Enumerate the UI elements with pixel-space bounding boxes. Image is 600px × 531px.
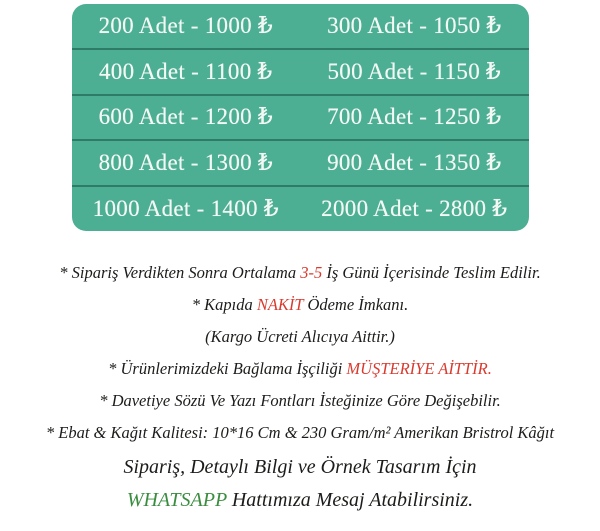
note-fonts-changeable (0, 385, 600, 417)
price-row (72, 139, 529, 185)
note-text: İş Günü İçerisinde Teslim Edilir. (322, 263, 541, 282)
footer-whatsapp-line (0, 484, 600, 517)
price-cell: 800 Adet - 1300 ₺ (98, 150, 273, 176)
note-text: * Sipariş Verdikten Sonra Ortalama (59, 263, 301, 282)
note-cash-payment (0, 289, 600, 321)
price-cell: 900 Adet - 1350 ₺ (327, 150, 502, 176)
footer-text: Sipariş, Detaylı Bilgi ve Örnek Tasarım İçin (123, 456, 477, 478)
price-cell: 2000 Adet - 2800 ₺ (321, 196, 508, 222)
note-text: Ödeme İmkanı. (303, 295, 409, 314)
price-cell: 700 Adet - 1250 ₺ (327, 104, 502, 130)
note-text: * Ürünlerimizdeki Bağlama İşçiliği (108, 359, 347, 378)
price-cell: 1000 Adet - 1400 ₺ (92, 196, 279, 222)
note-text: * Ebat & Kağıt Kalitesi: 10*16 Cm & 230 Gram/m² Amerikan Bristrol Kâğıt (45, 423, 555, 442)
note-highlight-red: MÜŞTERİYE AİTTİR. (346, 359, 492, 378)
price-cell: 400 Adet - 1100 ₺ (99, 58, 273, 84)
footer-text: Hattımıza Mesaj Atabilirsiniz. (226, 489, 474, 511)
note-shipping-fee (0, 321, 600, 353)
footer-section (0, 451, 600, 517)
note-highlight-red: 3-5 (300, 263, 323, 282)
note-text: * Kapıda (191, 295, 257, 314)
footer-contact-intro (0, 451, 600, 484)
note-size-paper-quality (0, 417, 600, 449)
whatsapp-label: WHATSAPP (126, 489, 227, 511)
price-cell: 600 Adet - 1200 ₺ (98, 104, 273, 130)
note-text: (Kargo Ücreti Alıcıya Aittir.) (205, 327, 395, 346)
note-highlight-red: NAKİT (256, 295, 304, 314)
price-row (72, 94, 529, 140)
price-cell: 300 Adet - 1050 ₺ (327, 12, 502, 38)
price-table (72, 4, 529, 231)
note-text: * Davetiye Sözü Ve Yazı Fontları İsteğinize Göre Değişebilir. (99, 391, 501, 410)
note-delivery-time (0, 257, 600, 289)
price-cell: 500 Adet - 1150 ₺ (327, 58, 501, 84)
price-cell: 200 Adet - 1000 ₺ (98, 12, 273, 38)
note-binding-labor (0, 353, 600, 385)
price-row (72, 48, 529, 94)
notes-section (0, 257, 600, 449)
price-row (72, 4, 529, 48)
price-row (72, 185, 529, 231)
